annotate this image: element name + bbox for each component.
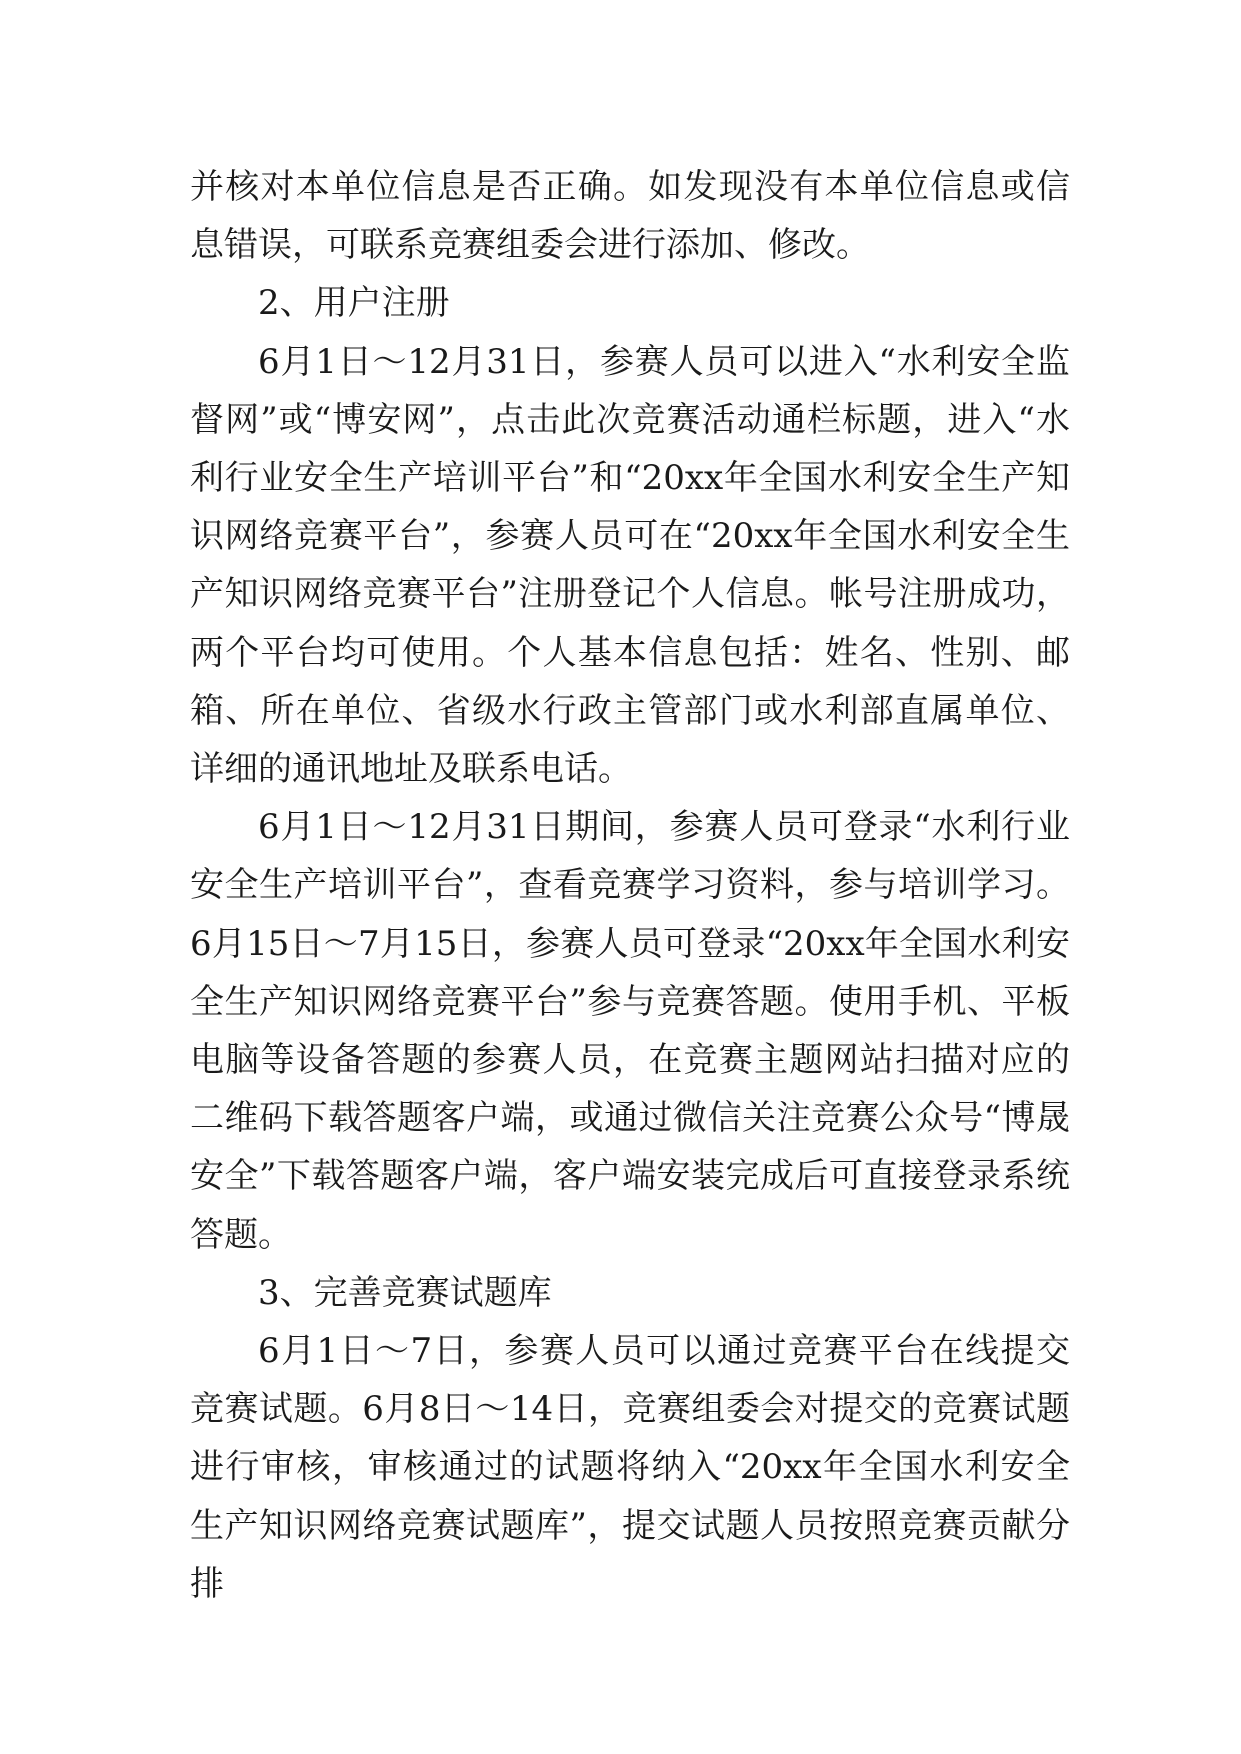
paragraph-training-and-answering: 6月1日～12月31日期间，参赛人员可登录“水利行业安全生产培训平台”，查看竞赛学习资料，参与培训学习。6月15日～7月15日，参赛人员可登录“20xx年全国水利安全生产知识网络竞赛平台”参与竞赛答题。使用手机、平板电脑等设备答题的参赛人员，在竞赛主题网站扫描对应的二维码下载答题客户端，或通过微信关注竞赛公众号“博晟安全”下载答题客户端，客户端安装完成后可直接登录系统答题。 xyxy=(190,807,1070,1255)
section-heading-user-registration: 2、用户注册 xyxy=(258,283,450,324)
paragraph-registration: 6月1日～12月31日，参赛人员可以进入“水利安全监督网”或“博安网”，点击此次竞赛活动通栏标题，进入“水利行业安全生产培训平台”和“20xx年全国水利安全生产知识网络竞赛平台”，参赛人员可在“20xx年全国水利安全生产知识网络竞赛平台”注册登记个人信息。帐号注册成功，两个平台均可使用。个人基本信息包括：姓名、性别、邮箱、所在单位、省级水行政主管部门或水利部直属单位、详细的通讯地址及联系电话。 xyxy=(190,341,1070,790)
paragraph-continuation: 并核对本单位信息是否正确。如发现没有本单位信息或信息错误，可联系竞赛组委会进行添加、修改。 xyxy=(190,167,1070,266)
section-heading-question-bank: 3、完善竞赛试题库 xyxy=(258,1272,552,1313)
paragraph-question-bank: 6月1日～7日，参赛人员可以通过竞赛平台在线提交竞赛试题。6月8日～14日，竞赛组委会对提交的竞赛试题进行审核，审核通过的试题将纳入“20xx年全国水利安全生产知识网络竞赛试题库”，提交试题人员按照竞赛贡献分排 xyxy=(190,1331,1070,1604)
document-body xyxy=(190,158,1070,1613)
